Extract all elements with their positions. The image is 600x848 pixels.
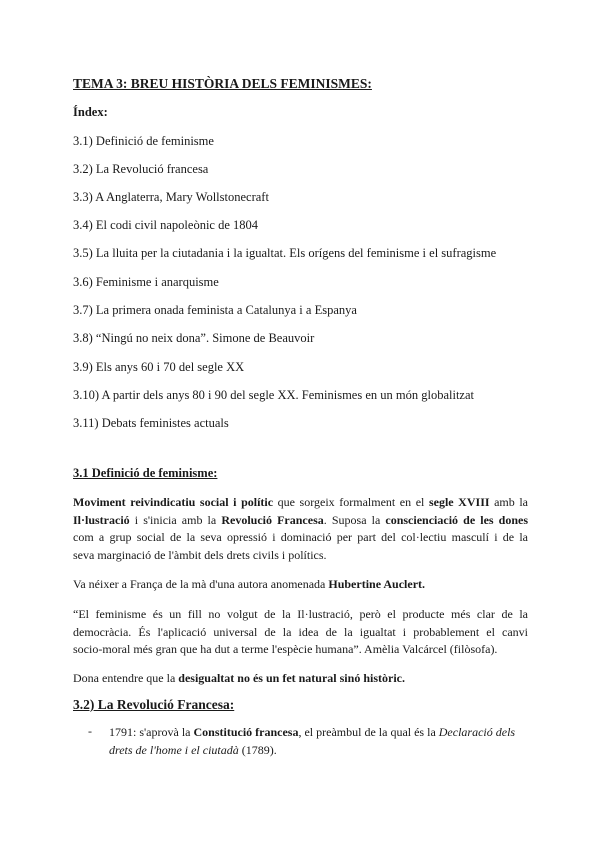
italic-text: drets de l'home i el ciutadà <box>109 742 239 757</box>
bold-text: conscienciació de les dones <box>385 512 529 527</box>
italic-text: Declaració dels <box>438 725 516 739</box>
index-item: 3.11) Debats feministes actuals <box>73 416 229 430</box>
text-span: . Suposa la <box>323 512 386 527</box>
section-heading-definicio: 3.1 Definició de feminisme: <box>73 466 218 480</box>
index-label: Índex: <box>73 105 108 119</box>
section-heading-revolucio: 3.2) La Revolució Francesa: <box>73 697 235 712</box>
index-item: 3.8) “Ningú no neix dona”. Simone de Beauvoir <box>73 331 315 345</box>
bold-text: Hubertine Auclert. <box>328 577 426 591</box>
bullet-item <box>109 724 528 759</box>
index-item: 3.1) Definició de feminisme <box>73 134 214 148</box>
text-span: que sorgeix formalment en el <box>273 495 429 509</box>
bold-text: Revolució Francesa <box>221 512 324 527</box>
index-item: 3.5) La lluita per la ciutadania i la igualtat. Els orígens del feminisme i el sufragisme <box>73 246 497 260</box>
text-span: 1791: s'aprovà la <box>109 725 194 739</box>
paragraph-definition <box>73 494 528 564</box>
paragraph-line: com a grup social de la seva opressió i dominació per part del col·lectiu masculí i de la <box>73 530 528 544</box>
index-item: 3.4) El codi civil napoleònic de 1804 <box>73 218 259 232</box>
index-item: 3.9) Els anys 60 i 70 del segle XX <box>73 360 245 374</box>
paragraph-line <box>73 512 528 530</box>
paragraph-line: socio-moral més gran que ha dut a terme l'espècie humana”. Amèlia Valcárcel (filòsofa). <box>73 642 498 656</box>
text-span: Dona entendre que la <box>73 671 179 685</box>
paragraph-line <box>73 494 528 512</box>
index-item: 3.7) La primera onada feminista a Catalunya i a Espanya <box>73 303 357 317</box>
text-span: i s'inicia amb la <box>129 512 222 527</box>
bold-text: Constitució francesa <box>193 725 299 739</box>
paragraph-quote <box>73 606 528 659</box>
paragraph-line: democràcia. És l'aplicació universal de la idea de la igualtat i probablement el canvi <box>73 624 528 639</box>
text-span: Va néixer a França de la mà d'una autora anomenada <box>73 577 329 591</box>
index-item: 3.3) A Anglaterra, Mary Wollstonecraft <box>73 190 269 204</box>
bold-text: Moviment reivindicatiu social i polític <box>73 495 274 509</box>
text-span: , el preàmbul de la qual és la <box>298 725 439 739</box>
index-item: 3.6) Feminisme i anarquisme <box>73 275 219 289</box>
paragraph-conclusion <box>73 670 528 688</box>
document-title: TEMA 3: BREU HISTÒRIA DELS FEMINISMES: <box>73 76 372 91</box>
index-item: 3.2) La Revolució francesa <box>73 162 209 176</box>
paragraph-line: “El feminisme és un fill no volgut de la Il·lustració, però el producte més clar de la <box>73 607 528 621</box>
text-span: amb la <box>489 495 529 509</box>
bold-text: Il·lustració <box>73 512 130 527</box>
paragraph-line: seva marginació de l'àmbit dels drets civils i polítics. <box>73 547 327 562</box>
text-span: (1789). <box>238 742 277 757</box>
paragraph-origin <box>73 576 528 594</box>
bullet-dash: - <box>88 724 92 738</box>
bold-text: segle XVIII <box>428 495 490 509</box>
bold-text: desigualtat no és un fet natural sinó històric. <box>178 671 405 685</box>
index-item: 3.10) A partir dels anys 80 i 90 del segle XX. Feminismes en un món globalitzat <box>73 388 474 402</box>
